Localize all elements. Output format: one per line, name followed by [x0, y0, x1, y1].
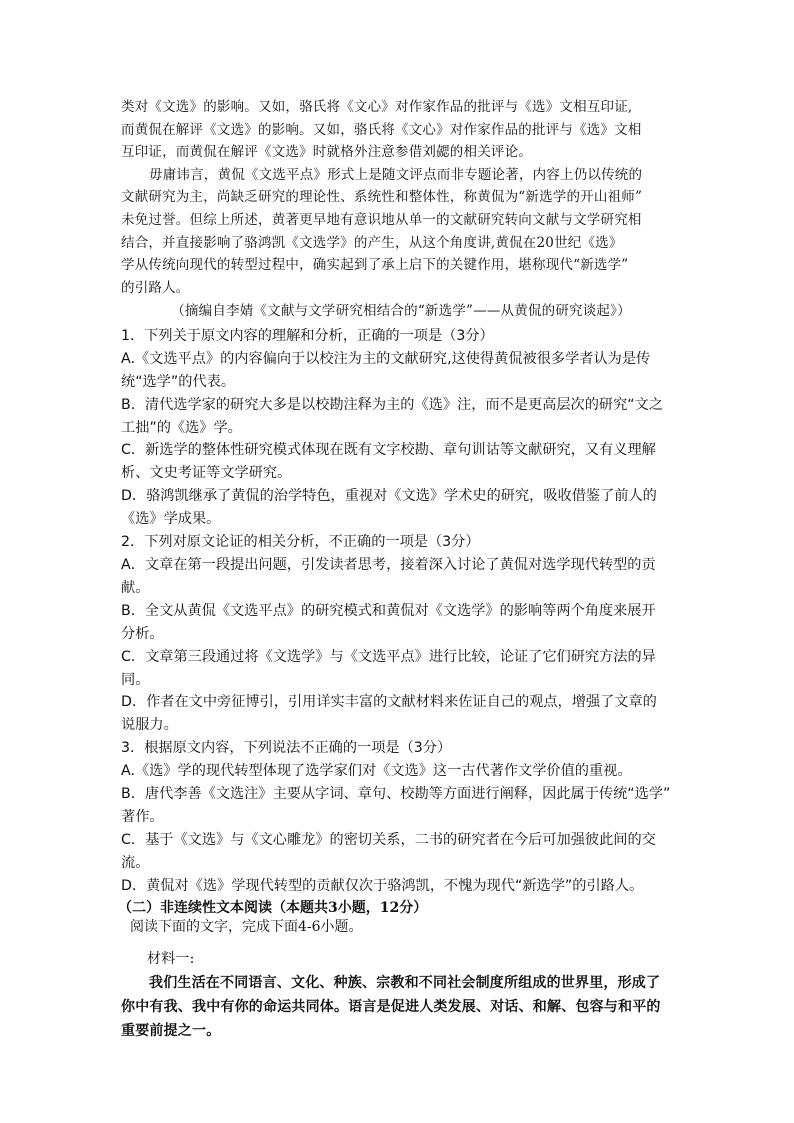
option-line: 献。 [121, 579, 150, 596]
option-line: B．全文从黄侃《文选平点》的研究模式和黄侃对《文选学》的影响等两个角度来展开 [121, 602, 656, 619]
question-2 [121, 531, 681, 737]
option-line: 说服力。 [121, 717, 178, 734]
option-a [121, 760, 681, 783]
option-line: C．新选学的整体性研究模式体现在既有文字校勘、章句训诂等文献研究，又有义理解 [121, 442, 656, 459]
text-line: 毋庸讳言，黄侃《文选平点》形式上是随文评点而非专题论著，内容上仍以传统的 [149, 166, 643, 183]
option-line: C．基于《文选》与《文心雕龙》的密切关系，二书的研究者在今后可加强彼此间的交 [121, 831, 656, 848]
text-line: 未免过誉。但综上所述，黄著更早地有意识地从单一的文献研究转向文献与文学研究相 [121, 211, 642, 228]
option-c [121, 439, 681, 485]
page-content [118, 96, 681, 1043]
text-line: 结合，并直接影响了骆鸿凯《文选学》的产生，从这个角度讲,黄侃在20世纪《选》 [121, 234, 623, 251]
option-c [121, 829, 681, 875]
material-paragraph [121, 971, 681, 1043]
text-line: 文献研究为主，尚缺乏研究的理论性、系统性和整体性，称黄侃为“新选学的开山祖师” [121, 189, 643, 206]
text-line: 的引路人。 [121, 279, 190, 296]
text-line: 学从传统向现代的转型过程中，确实起到了承上启下的关键作用，堪称现代“新选学” [121, 257, 629, 274]
section-instruction: 阅读下面的文字，完成下面4-6小题。 [130, 918, 363, 935]
option-d [121, 875, 681, 898]
section-heading: （二）非连续性文本阅读（本题共3小题，12分） [118, 899, 428, 916]
question-1 [121, 325, 681, 531]
option-line: 分析。 [121, 625, 164, 642]
option-line: B．清代选学家的研究大多是以校勘注释为主的《选》注，而不是更高层次的研究“文之 [121, 396, 664, 413]
text-line: 重要前提之一。 [121, 1022, 221, 1039]
option-a [121, 554, 681, 600]
passage-paragraph-2 [121, 164, 681, 300]
passage-paragraph-1 [121, 96, 681, 164]
option-line: D．黄侃对《选》学现代转型的贡献仅次于骆鸿凯，不愧为现代“新选学”的引路人。 [121, 877, 644, 894]
option-b [121, 394, 681, 440]
text-line: 我们生活在不同语言、文化、种族、宗教和不同社会制度所组成的世界里，形成了 [149, 974, 661, 991]
question-stem: 3．根据原文内容，下列说法不正确的一项是（3分） [121, 740, 452, 757]
option-d [121, 485, 681, 531]
text-line: 你中有我、我中有你的命运共同体。语言是促进人类发展、对话、和解、包容与和平的 [121, 998, 661, 1015]
option-line: C．文章第三段通过将《文选学》与《文选平点》进行比较，论证了它们研究方法的异 [121, 648, 656, 665]
option-b [121, 600, 681, 646]
text-line: 互印证，而黄侃在解评《文选》时就格外注意参借刘勰的相关评论。 [121, 144, 532, 161]
option-line: 《选》学成果。 [121, 511, 221, 528]
question-stem: 2．下列对原文论证的相关分析，不正确的一项是（3分） [121, 534, 480, 551]
text-line: 而黄侃在解评《文选》的影响。又如，骆氏将《文心》对作家作品的批评与《选》文相 [121, 121, 642, 138]
option-line: B．唐代李善《文选注》主要从字词、章句、校勘等方面进行阐释，因此属于传统“选学” [121, 786, 671, 803]
option-line: A.《选》学的现代转型体现了选学家们对《文选》这一古代著作文学价值的重视。 [121, 763, 632, 780]
option-line: 同。 [121, 671, 150, 688]
question-3 [121, 737, 681, 897]
option-c [121, 646, 681, 692]
option-d [121, 691, 681, 737]
option-line: 析、文史考证等文学研究。 [121, 465, 292, 482]
option-a [121, 348, 681, 394]
question-stem: 1．下列关于原文内容的理解和分析，正确的一项是（3分） [121, 327, 494, 344]
option-b [121, 783, 681, 829]
option-line: D．作者在文中旁征博引，引用详实丰富的文献材料来佐证自己的观点，增强了文章的 [121, 694, 657, 711]
option-line: 统“选学”的代表。 [121, 373, 236, 390]
option-line: A．文章在第一段提出问题，引发读者思考，接着深入讨论了黄侃对选学现代转型的贡 [121, 557, 656, 573]
option-line: 工拙”的《选》学。 [121, 419, 242, 436]
text-line: 类对《文选》的影响。又如，骆氏将《文心》对作家作品的批评与《选》文相互印证, [121, 99, 633, 115]
option-line: 著作。 [121, 808, 164, 825]
passage-source: （摘编自李婧《文献与文学研究相结合的“新选学”——从黄侃的研究谈起》） [171, 303, 631, 320]
option-line: D．骆鸿凯继承了黄侃的治学特色，重视对《文选》学术史的研究，吸收借鉴了前人的 [121, 488, 657, 505]
option-line: 流。 [121, 854, 150, 871]
material-title: 材料一: [147, 950, 195, 967]
option-line: A.《文选平点》的内容偏向于以校注为主的文献研究,这使得黄侃被很多学者认为是传 [121, 350, 651, 367]
